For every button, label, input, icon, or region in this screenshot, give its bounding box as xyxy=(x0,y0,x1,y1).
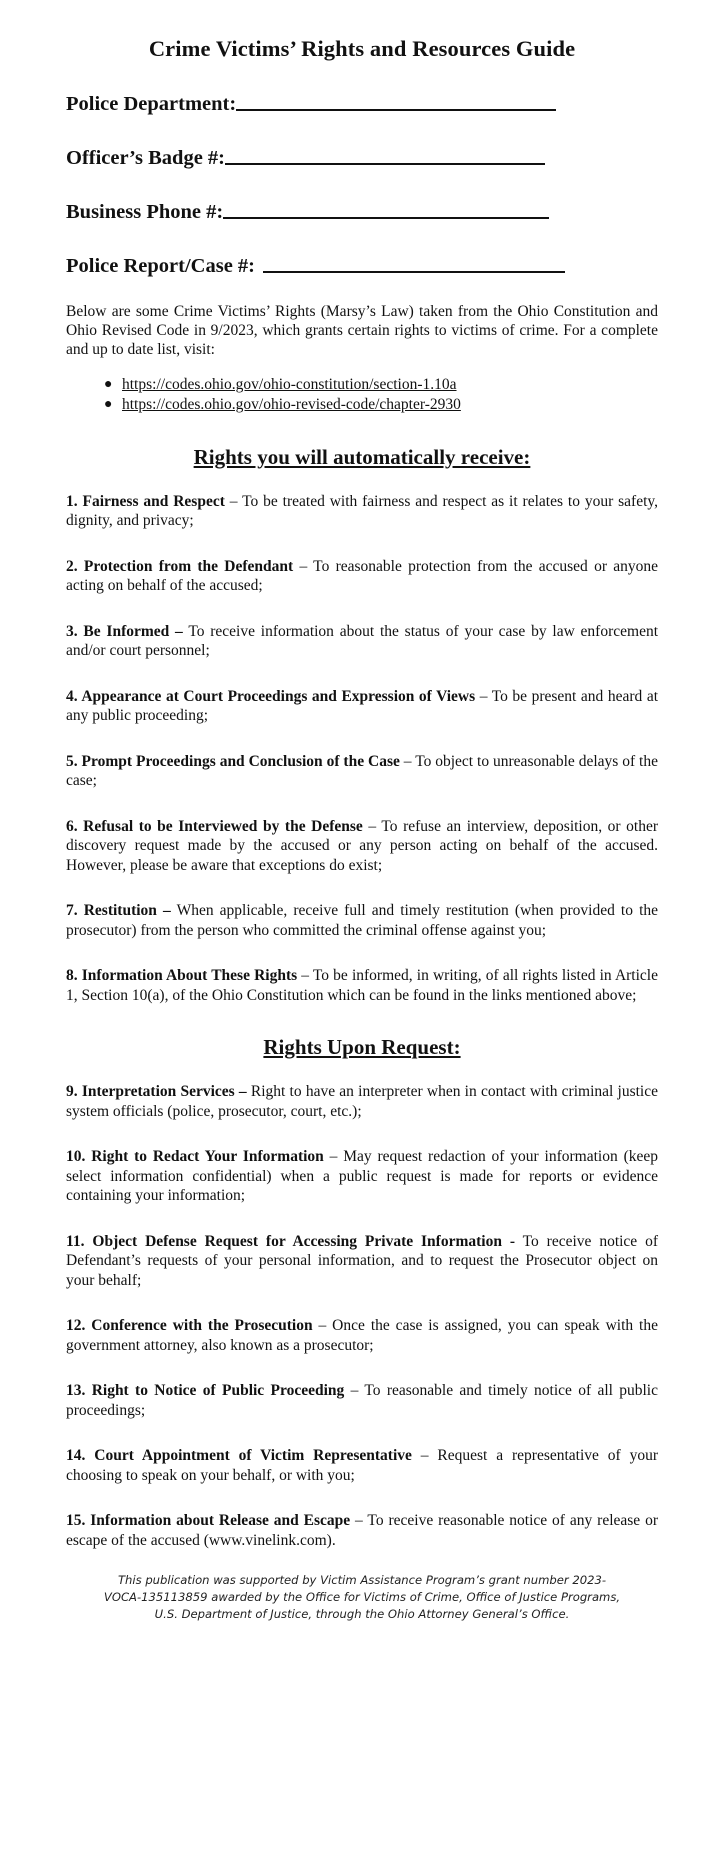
right-item-7 xyxy=(66,901,658,940)
right-description: – Request a representative of your choosing to speak on your behalf, or with you; xyxy=(66,1447,658,1484)
footer-line: This publication was supported by Victim Assistance Program’s grant number 2023- xyxy=(117,1573,607,1587)
link-item xyxy=(104,375,658,395)
police-department-label: Police Department: xyxy=(66,93,237,115)
automatic-rights-heading: Rights you will automatically receive: xyxy=(193,444,531,469)
right-title: 10. Right to Redact Your Information xyxy=(66,1148,324,1165)
right-title: 9. Interpretation Services – xyxy=(66,1083,247,1100)
right-description: – To receive reasonable notice of any release or escape of the accused (www.vinelink.com). xyxy=(66,1512,658,1549)
right-item-13 xyxy=(66,1381,658,1420)
right-item-8 xyxy=(66,966,658,1005)
request-rights-heading: Rights Upon Request: xyxy=(263,1035,461,1059)
resource-links xyxy=(66,375,658,415)
right-title: 7. Restitution – xyxy=(66,902,171,919)
officer-badge-blank-line[interactable] xyxy=(225,161,545,165)
right-description: – To reasonable protection from the accused or anyone acting on behalf of the accused; xyxy=(66,557,658,594)
right-title: 6. Refusal to be Interviewed by the Defense xyxy=(66,817,363,835)
right-title: 15. Information about Release and Escape xyxy=(66,1512,351,1529)
right-title: 12. Conference with the Prosecution xyxy=(66,1317,313,1334)
automatic-rights-list xyxy=(66,492,658,1006)
right-description: – May request redaction of your information (keep select information confidential) when a public request is made for reports or evidence containing your information; xyxy=(66,1148,658,1204)
right-title: 3. Be Informed – xyxy=(66,622,183,640)
right-description: – To be informed, in writing, of all rights listed in Article 1, Section 10(a), of the Ohio Constitution which can be found in the links mentioned above; xyxy=(66,967,658,1004)
right-description: – Once the case is assigned, you can speak with the government attorney, also known as a prosecutor; xyxy=(66,1317,658,1354)
business-phone-label: Business Phone #: xyxy=(66,201,224,223)
right-title: 13. Right to Notice of Public Proceeding xyxy=(66,1382,345,1399)
right-item-10 xyxy=(66,1147,658,1206)
page-title: Crime Victims’ Rights and Resources Guide xyxy=(148,36,576,61)
right-item-11 xyxy=(66,1232,658,1291)
right-title: 1. Fairness and Respect xyxy=(66,492,225,510)
ohio-revised-code-link[interactable]: https://codes.ohio.gov/ohio-revised-code/chapter-2930 xyxy=(122,395,461,413)
footer-line: VOCA-135113859 awarded by the Office for Victims of Crime, Office of Justice Programs, xyxy=(103,1590,621,1604)
right-item-5 xyxy=(66,752,658,791)
right-title: 2. Protection from the Defendant xyxy=(66,557,294,575)
police-report-label: Police Report/Case #: xyxy=(66,255,255,277)
police-department-blank-line[interactable] xyxy=(236,107,556,111)
right-description: – To be present and heard at any public proceeding; xyxy=(66,687,659,724)
link-item xyxy=(104,395,658,415)
right-title: 8. Information About These Rights xyxy=(66,967,298,984)
right-title: 14. Court Appointment of Victim Representative xyxy=(66,1447,412,1464)
right-item-15 xyxy=(66,1511,658,1550)
right-item-14 xyxy=(66,1446,658,1485)
right-title: 11. Object Defense Request for Accessing Private Information - xyxy=(66,1232,516,1250)
ohio-constitution-link[interactable]: https://codes.ohio.gov/ohio-constitution/section-1.10a xyxy=(122,375,457,393)
right-item-1 xyxy=(66,492,658,531)
request-rights-list xyxy=(66,1082,658,1550)
right-item-2 xyxy=(66,557,658,596)
right-item-9 xyxy=(66,1082,658,1121)
right-description: To receive information about the status of your case by law enforcement and/or court personnel; xyxy=(66,622,659,659)
intro-paragraph: Below are some Crime Victims’ Rights (Marsy’s Law) taken from the Ohio Constitution and Ohio Revised Code in 9/2023, which grants certain rights to victims of crime. For a complete and up to date list, visit: xyxy=(66,303,658,358)
officer-badge-label: Officer’s Badge #: xyxy=(66,147,226,169)
police-department-field xyxy=(66,82,658,116)
business-phone-field xyxy=(66,190,658,224)
police-report-field xyxy=(66,244,658,278)
bullet-icon: ● xyxy=(104,376,113,392)
police-report-blank-line[interactable] xyxy=(263,269,565,273)
right-description: To receive notice of Defendant’s requests of your personal information, and to request the Prosecutor object on your behalf; xyxy=(66,1232,658,1289)
right-item-4 xyxy=(66,687,658,726)
officer-info-fields xyxy=(66,82,658,278)
right-title: 5. Prompt Proceedings and Conclusion of the Case xyxy=(66,752,400,770)
right-item-12 xyxy=(66,1316,658,1355)
right-description: – To be treated with fairness and respect as it relates to your safety, dignity, and privacy; xyxy=(66,492,658,529)
right-description: – To reasonable and timely notice of all public proceedings; xyxy=(66,1382,658,1419)
grant-footer xyxy=(66,1572,658,1623)
right-description: Right to have an interpreter when in contact with criminal justice system officials (police, prosecutor, court, etc.); xyxy=(66,1083,659,1120)
right-item-3 xyxy=(66,622,658,661)
officer-badge-field xyxy=(66,136,658,170)
bullet-icon: ● xyxy=(104,396,113,412)
right-description: When applicable, receive full and timely restitution (when provided to the prosecutor) from the person who committed the criminal offense against you; xyxy=(66,902,659,939)
right-title: 4. Appearance at Court Proceedings and Expression of Views xyxy=(66,687,476,705)
right-description: – To refuse an interview, deposition, or other discovery request made by the accused or any person acting on behalf of the accused. However, please be aware that exceptions do exist; xyxy=(66,817,658,874)
business-phone-blank-line[interactable] xyxy=(223,215,549,219)
right-description: – To object to unreasonable delays of the case; xyxy=(66,752,658,789)
right-item-6 xyxy=(66,817,658,876)
footer-line: U.S. Department of Justice, through the Ohio Attorney General’s Office. xyxy=(154,1607,570,1621)
